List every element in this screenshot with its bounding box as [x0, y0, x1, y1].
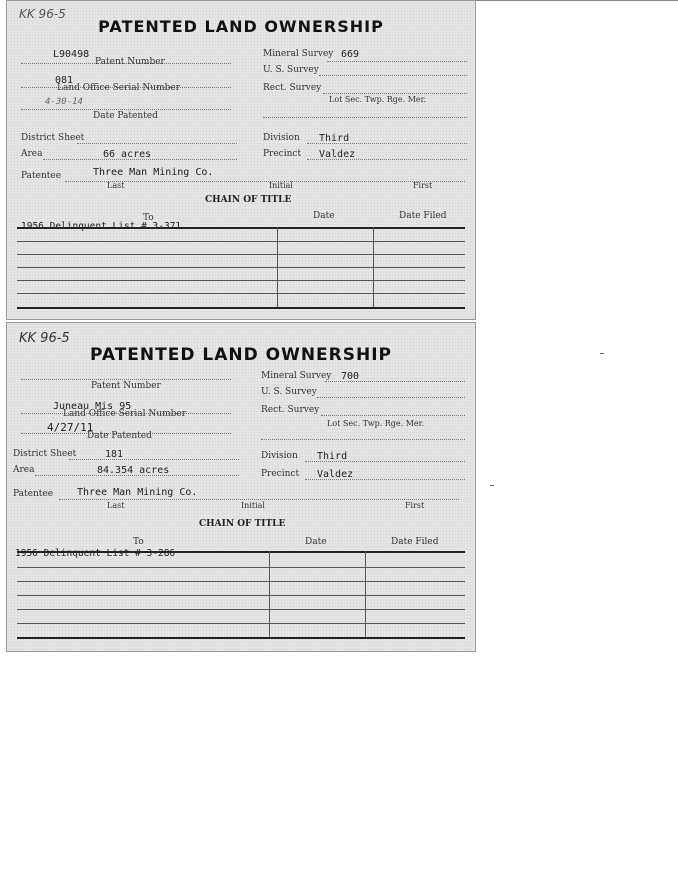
patentee-label: Patentee	[21, 171, 62, 181]
field-rule	[319, 75, 467, 76]
first-label: First	[413, 181, 433, 190]
first-label: First	[405, 501, 425, 510]
chain-entry: 1956 Delinquent List # 3-371	[21, 221, 182, 232]
field-rule	[317, 397, 465, 398]
field-rule	[307, 143, 467, 144]
field-rule	[77, 143, 237, 144]
initial-label: Initial	[269, 181, 293, 190]
card-id-note: KK 96-5	[19, 7, 66, 21]
patentee-label: Patentee	[13, 489, 54, 499]
table-rule	[17, 254, 465, 255]
field-rule	[327, 61, 467, 62]
table-column-divider	[277, 227, 278, 307]
patent-number-value: L90498	[53, 49, 90, 60]
date-filed-column-header: Date Filed	[391, 537, 439, 547]
land-ownership-card-1	[6, 0, 476, 320]
date-patented-label: Date Patented	[87, 431, 152, 441]
area-value: 84.354 acres	[97, 465, 170, 476]
field-rule	[21, 379, 231, 380]
table-rule	[17, 227, 465, 229]
district-sheet-value: 181	[105, 449, 124, 460]
area-label: Area	[21, 149, 43, 159]
table-rule	[17, 551, 465, 553]
district-sheet-label: District Sheet	[21, 133, 85, 143]
mineral-survey-label: Mineral Survey	[261, 371, 332, 381]
table-rule	[17, 267, 465, 268]
initial-label: Initial	[241, 501, 265, 510]
patentee-value: Three Man Mining Co.	[93, 167, 214, 178]
patentee-value: Three Man Mining Co.	[77, 487, 198, 498]
division-value: Third	[319, 133, 350, 144]
land-office-serial-label: Land Office Serial Number	[57, 83, 181, 93]
date-column-header: Date	[305, 537, 327, 547]
us-survey-label: U. S. Survey	[263, 65, 319, 75]
precinct-label: Precinct	[263, 149, 302, 159]
mineral-survey-value: 669	[341, 49, 360, 60]
field-rule	[305, 461, 465, 462]
mineral-survey-value: 700	[341, 371, 360, 382]
table-column-divider	[269, 551, 270, 637]
division-label: Division	[261, 451, 298, 461]
field-rule	[323, 93, 467, 94]
table-rule	[17, 567, 465, 568]
rect-survey-label: Rect. Survey	[263, 83, 322, 93]
last-label: Last	[107, 181, 125, 190]
land-office-serial-value: 081	[55, 75, 74, 86]
table-rule	[17, 581, 465, 582]
table-rule	[17, 241, 465, 242]
table-rule	[17, 280, 465, 281]
district-sheet-label: District Sheet	[13, 449, 77, 459]
field-rule	[305, 479, 465, 480]
table-rule	[17, 307, 465, 309]
field-rule	[321, 415, 465, 416]
date-filed-column-header: Date Filed	[399, 211, 447, 221]
mineral-survey-label: Mineral Survey	[263, 49, 334, 59]
table-rule	[17, 595, 465, 596]
precinct-value: Valdez	[319, 149, 356, 160]
field-rule	[59, 499, 459, 500]
field-rule	[263, 117, 467, 118]
field-rule	[307, 159, 467, 160]
lot-columns-label: Lot Sec. Twp. Rge. Mer.	[327, 419, 425, 428]
card-title: PATENTED LAND OWNERSHIP	[89, 345, 393, 365]
card-title: PATENTED LAND OWNERSHIP	[98, 17, 384, 36]
table-rule	[17, 623, 465, 624]
date-patented-value: 4-30-14	[45, 97, 83, 107]
field-rule	[21, 109, 231, 110]
field-rule	[35, 475, 239, 476]
area-label: Area	[13, 465, 35, 475]
scan-mark	[490, 485, 494, 486]
patent-number-label: Patent Number	[95, 57, 165, 67]
to-column-header: To	[133, 537, 144, 547]
date-column-header: Date	[313, 211, 335, 221]
division-value: Third	[317, 451, 348, 462]
rect-survey-label: Rect. Survey	[261, 405, 320, 415]
land-office-serial-value: Juneau Mis 95	[53, 401, 132, 412]
table-column-divider	[365, 551, 366, 637]
date-patented-value: 4/27/11	[47, 421, 94, 434]
table-rule	[17, 293, 465, 294]
page-edge-line	[476, 0, 678, 1]
table-column-divider	[373, 227, 374, 307]
area-value: 66 acres	[103, 149, 152, 160]
field-rule	[65, 181, 465, 182]
patent-number-label: Patent Number	[91, 381, 161, 391]
chain-entry: 1956 Delinquent List # 3-286	[15, 548, 176, 559]
last-label: Last	[107, 501, 125, 510]
scan-mark	[600, 353, 604, 354]
table-rule	[17, 609, 465, 610]
field-rule	[325, 381, 465, 382]
chain-of-title-heading: CHAIN OF TITLE	[199, 519, 286, 529]
precinct-value: Valdez	[317, 469, 354, 480]
card-id-note: KK 96-5	[19, 331, 70, 346]
to-column-header: To	[143, 213, 154, 223]
us-survey-label: U. S. Survey	[261, 387, 317, 397]
table-rule	[17, 637, 465, 639]
field-rule	[261, 439, 465, 440]
lot-columns-label: Lot Sec. Twp. Rge. Mer.	[329, 95, 427, 104]
land-office-serial-label: Land Office Serial Number	[63, 409, 187, 419]
precinct-label: Precinct	[261, 469, 300, 479]
field-rule	[69, 459, 239, 460]
land-ownership-card-2	[6, 322, 476, 652]
chain-of-title-heading: CHAIN OF TITLE	[205, 195, 292, 205]
division-label: Division	[263, 133, 300, 143]
date-patented-label: Date Patented	[93, 111, 158, 121]
